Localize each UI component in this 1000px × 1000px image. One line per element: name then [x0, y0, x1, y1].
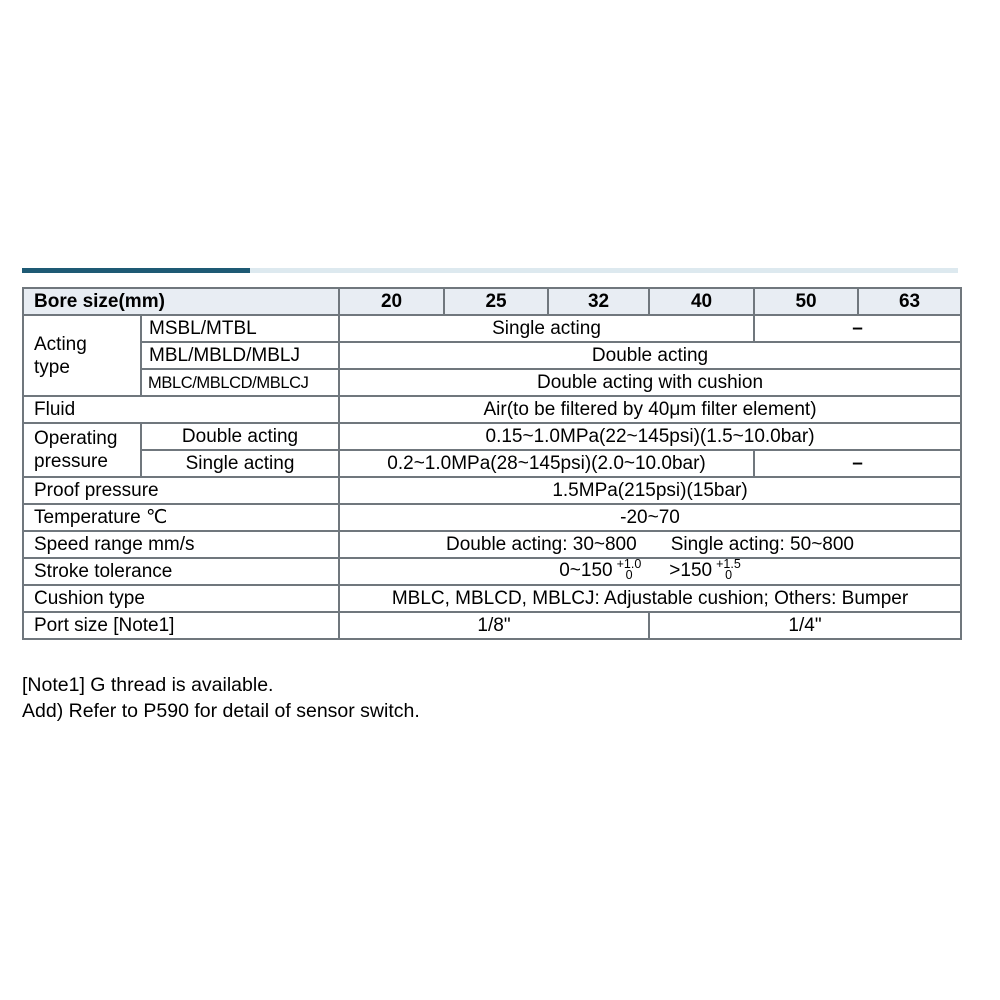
- col-header-25: 25: [444, 288, 548, 315]
- proof-pressure-value: 1.5MPa(215psi)(15bar): [339, 477, 961, 504]
- cushion-type-row: [23, 585, 961, 612]
- speed-range-value: [339, 531, 961, 558]
- bore-size-header: Bore size(mm): [23, 288, 339, 315]
- cushion-type-value: MBLC, MBLCD, MBLCJ: Adjustable cushion; Others: Bumper: [339, 585, 961, 612]
- acting-type-models-msbl: MSBL/MTBL: [141, 315, 339, 342]
- stroke-range-2: >150: [669, 560, 713, 582]
- acting-type-row-mblc: [23, 369, 961, 396]
- stroke-range-1: 0~150: [559, 560, 613, 582]
- col-header-40: 40: [649, 288, 754, 315]
- acting-type-value-cushion: Double acting with cushion: [339, 369, 961, 396]
- fluid-row: [23, 396, 961, 423]
- acting-type-row-mbl: [23, 342, 961, 369]
- acting-type-row-msbl: [23, 315, 961, 342]
- temperature-row: [23, 504, 961, 531]
- operating-pressure-mode-double: Double acting: [141, 423, 339, 450]
- fluid-value: Air(to be filtered by 40μm filter element): [339, 396, 961, 423]
- fluid-label: Fluid: [23, 396, 339, 423]
- footnote-2: Add) Refer to P590 for detail of sensor switch.: [22, 699, 420, 722]
- operating-pressure-label: Operating pressure: [23, 423, 141, 477]
- stroke-tolerance-2-lower: 0: [725, 568, 733, 583]
- stroke-tolerance-2: [716, 559, 741, 581]
- acting-type-label: Acting type: [23, 315, 141, 396]
- speed-range-row: [23, 531, 961, 558]
- acting-type-models-mblc: MBLC/MBLCD/MBLCJ: [141, 369, 339, 396]
- operating-pressure-dash-50-63: –: [754, 450, 961, 477]
- speed-range-single-acting: Single acting: 50~800: [670, 533, 854, 555]
- stroke-tolerance-2-upper: +1.5: [716, 558, 741, 572]
- speed-range-label: Speed range mm/s: [23, 531, 339, 558]
- accent-bar-dark-segment: [22, 268, 250, 273]
- acting-type-dash-50-63: –: [754, 315, 961, 342]
- temperature-label: Temperature ℃: [23, 504, 339, 531]
- operating-pressure-row-double: [23, 423, 961, 450]
- operating-pressure-mode-single: Single acting: [141, 450, 339, 477]
- proof-pressure-row: [23, 477, 961, 504]
- acting-type-models-mbl: MBL/MBLD/MBLJ: [141, 342, 339, 369]
- col-header-63: 63: [858, 288, 961, 315]
- footnote-1: [Note1] G thread is available.: [22, 674, 274, 696]
- acting-type-value-single: Single acting: [339, 315, 754, 342]
- stroke-tolerance-row: [23, 558, 961, 585]
- temperature-value: -20~70: [339, 504, 961, 531]
- footnotes: [22, 673, 420, 724]
- port-size-value-40-63: 1/4": [649, 612, 961, 639]
- operating-pressure-value-single: 0.2~1.0MPa(28~145psi)(2.0~10.0bar): [339, 450, 754, 477]
- acting-type-value-double: Double acting: [339, 342, 961, 369]
- speed-range-double-acting: Double acting: 30~800: [446, 533, 637, 555]
- accent-bar: [22, 268, 958, 273]
- spec-table: [22, 287, 962, 640]
- col-header-32: 32: [548, 288, 649, 315]
- stroke-tolerance-value: [339, 558, 961, 585]
- operating-pressure-row-single: [23, 450, 961, 477]
- port-size-row: [23, 612, 961, 639]
- operating-pressure-value-double: 0.15~1.0MPa(22~145psi)(1.5~10.0bar): [339, 423, 961, 450]
- stroke-tolerance-label: Stroke tolerance: [23, 558, 339, 585]
- port-size-value-20-32: 1/8": [339, 612, 649, 639]
- stroke-tolerance-1-lower: 0: [625, 568, 633, 583]
- proof-pressure-label: Proof pressure: [23, 477, 339, 504]
- cushion-type-label: Cushion type: [23, 585, 339, 612]
- accent-bar-light-segment: [250, 268, 958, 273]
- stroke-tolerance-1: [617, 559, 642, 581]
- header-row: [23, 288, 961, 315]
- port-size-label: Port size [Note1]: [23, 612, 339, 639]
- col-header-20: 20: [339, 288, 444, 315]
- col-header-50: 50: [754, 288, 858, 315]
- stroke-tolerance-1-upper: +1.0: [616, 558, 642, 572]
